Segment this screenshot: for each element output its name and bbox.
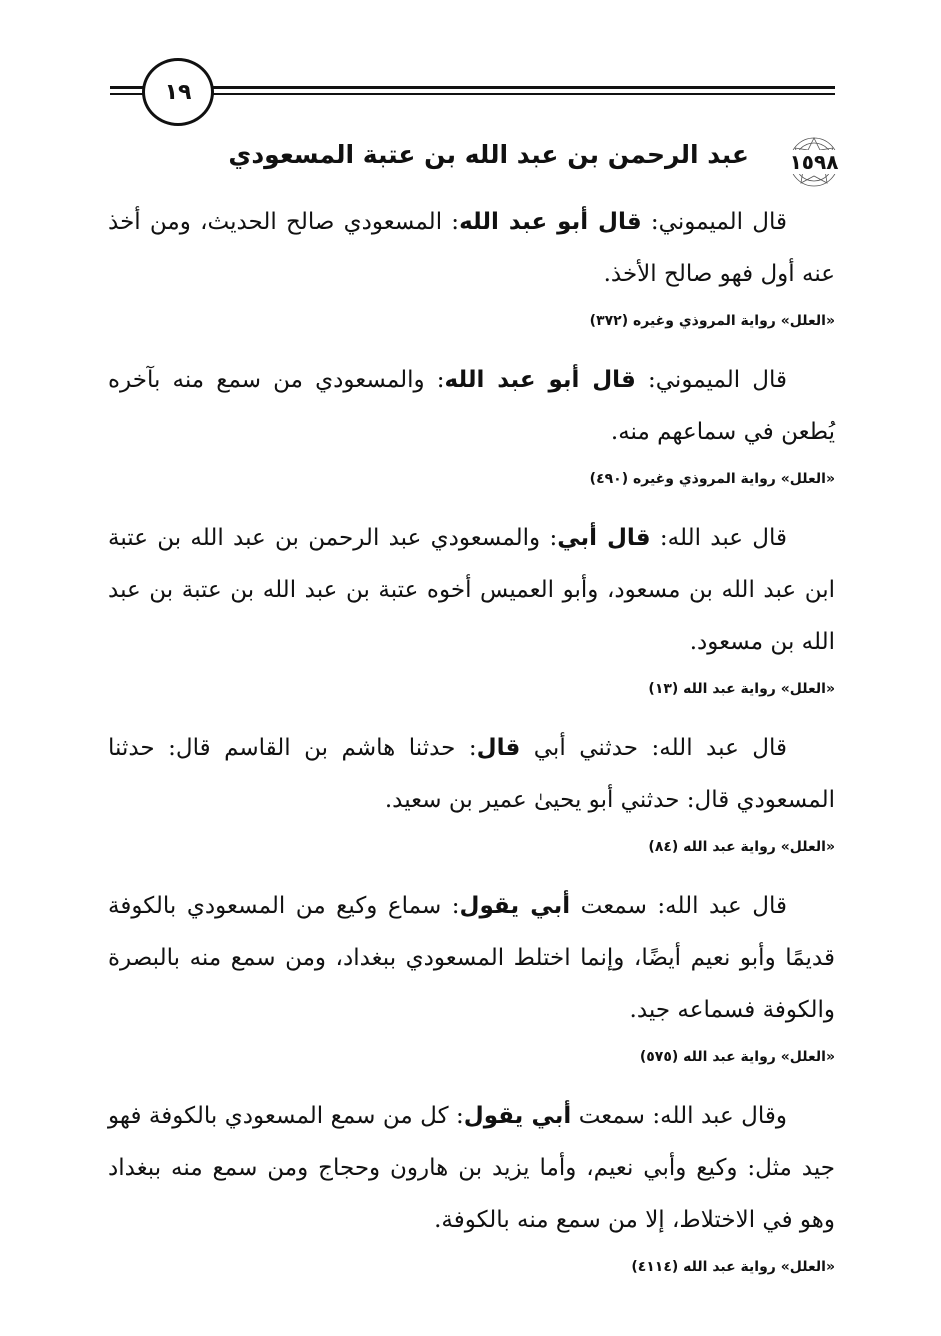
quote-text: : والمسعودي من سمع منه بآخره يُطعن في سماعهم منه. bbox=[108, 367, 835, 445]
quote-bold-phrase: أبي يقول bbox=[459, 893, 571, 919]
quote-paragraph bbox=[108, 722, 835, 826]
quote-bold-phrase: قال bbox=[476, 735, 521, 761]
entry-number: ١٥٩٨ bbox=[789, 150, 839, 174]
quote-text: : كل من سمع المسعودي بالكوفة فهو جيد مثل: وكيع وأبي نعيم، وأما يزيد بن هارون وحجاج ومن سمع منه ببغداد وهو في الاختلاط، إلا من سمع منه بالكوفة. bbox=[108, 1103, 835, 1233]
citation: «العلل» رواية عبد الله (١٣) bbox=[648, 681, 835, 697]
quote-block bbox=[108, 1090, 835, 1284]
quote-lead: قال عبد الله: حدثني أبي bbox=[520, 735, 787, 761]
citation: «العلل» رواية عبد الله (٨٤) bbox=[648, 839, 835, 855]
quote-block bbox=[108, 196, 835, 338]
citation: «العلل» رواية عبد الله (٥٧٥) bbox=[639, 1049, 835, 1065]
header-rule-thin bbox=[110, 93, 835, 95]
entry-body bbox=[108, 196, 835, 1300]
quote-paragraph bbox=[108, 1090, 835, 1246]
quote-paragraph bbox=[108, 196, 835, 300]
citation: «العلل» رواية عبد الله (٤١١٤) bbox=[631, 1259, 835, 1275]
citation: «العلل» رواية المروذي وغيره (٣٧٢) bbox=[589, 313, 835, 329]
quote-bold-phrase: قال أبي bbox=[557, 525, 651, 551]
quote-bold-phrase: أبي يقول bbox=[463, 1103, 572, 1129]
quote-text: : والمسعودي عبد الرحمن بن عبد الله بن عتبة ابن عبد الله بن مسعود، وأبو العميس أخوه عتبة بن عبد الله بن عتبة بن عبد الله بن مسعود. bbox=[108, 525, 835, 655]
quote-text: : سماع وكيع من المسعودي بالكوفة قديمًا وأبو نعيم أيضًا، وإنما اختلط المسعودي ببغداد، ومن سمع منه بالبصرة والكوفة فسماعه جيد. bbox=[108, 893, 835, 1023]
header-rule bbox=[110, 86, 835, 89]
quote-paragraph bbox=[108, 512, 835, 668]
quote-block bbox=[108, 722, 835, 864]
quote-paragraph bbox=[108, 354, 835, 458]
quote-block bbox=[108, 354, 835, 496]
quote-lead: قال عبد الله: bbox=[650, 525, 787, 551]
quote-bold-phrase: قال أبو عبد الله bbox=[459, 209, 642, 235]
citation: «العلل» رواية المروذي وغيره (٤٩٠) bbox=[589, 471, 835, 487]
entry-title: عبد الرحمن بن عبد الله بن عتبة المسعودي bbox=[228, 140, 749, 169]
quote-paragraph bbox=[108, 880, 835, 1036]
quote-text: : المسعودي صالح الحديث، ومن أخذ عنه أول فهو صالح الأخذ. bbox=[108, 209, 835, 287]
quote-lead: قال عبد الله: سمعت bbox=[570, 893, 787, 919]
quote-block bbox=[108, 512, 835, 706]
quote-lead: قال الميموني: bbox=[635, 367, 787, 393]
quote-lead: وقال عبد الله: سمعت bbox=[571, 1103, 787, 1129]
page-number: ١٩ bbox=[142, 58, 214, 126]
quote-text: : حدثنا هاشم بن القاسم قال: حدثنا المسعودي قال: حدثني أبو يحيىٰ عمير بن سعيد. bbox=[108, 735, 835, 813]
quote-block bbox=[108, 880, 835, 1074]
quote-lead: قال الميموني: bbox=[641, 209, 787, 235]
quote-bold-phrase: قال أبو عبد الله bbox=[444, 367, 636, 393]
entry-number-ornament bbox=[783, 136, 845, 188]
